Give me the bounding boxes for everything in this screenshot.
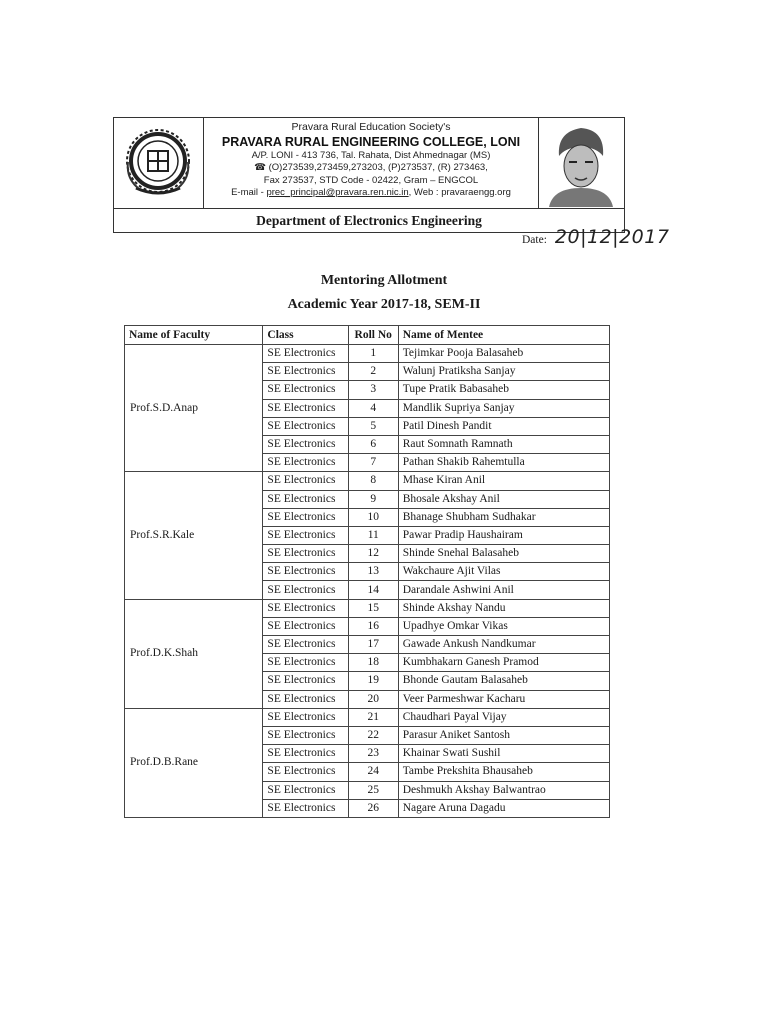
- class-cell: SE Electronics: [263, 490, 348, 508]
- class-cell: SE Electronics: [263, 435, 348, 453]
- roll-no-cell: 26: [348, 799, 398, 817]
- roll-no-cell: 6: [348, 435, 398, 453]
- document-title: Mentoring Allotment: [320, 273, 448, 288]
- mentee-name-cell: Tambe Prekshita Bhausaheb: [398, 763, 609, 781]
- mentee-name-cell: Pawar Pradip Haushairam: [398, 526, 609, 544]
- class-cell: SE Electronics: [263, 345, 348, 363]
- class-cell: SE Electronics: [263, 599, 348, 617]
- college-address: A/P. LONI - 413 736, Tal. Rahata, Dist Ahmednagar (MS): [251, 149, 491, 161]
- roll-no-cell: 23: [348, 745, 398, 763]
- class-cell: SE Electronics: [263, 381, 348, 399]
- roll-no-cell: 20: [348, 690, 398, 708]
- emblem-icon: [114, 118, 202, 207]
- college-fax: Fax 273537, STD Code - 02422, Gram – ENGCOL: [263, 174, 479, 186]
- class-cell: SE Electronics: [263, 763, 348, 781]
- mentee-name-cell: Tejimkar Pooja Balasaheb: [398, 345, 609, 363]
- document-subtitle: Academic Year 2017-18, SEM-II: [287, 297, 481, 312]
- class-cell: SE Electronics: [263, 563, 348, 581]
- class-cell: SE Electronics: [263, 745, 348, 763]
- class-cell: SE Electronics: [263, 508, 348, 526]
- class-cell: SE Electronics: [263, 581, 348, 599]
- date-label: Date:: [522, 234, 547, 246]
- college-contact: [204, 187, 538, 200]
- mentee-name-cell: Parasur Aniket Santosh: [398, 726, 609, 744]
- mentee-name-cell: Wakchaure Ajit Vilas: [398, 563, 609, 581]
- mentee-name-cell: Khainar Swati Sushil: [398, 745, 609, 763]
- table-row: [125, 708, 610, 726]
- email-link[interactable]: prec_principal@pravara.ren.nic.in: [266, 187, 409, 198]
- class-cell: SE Electronics: [263, 654, 348, 672]
- faculty-name-cell: Prof.D.B.Rane: [125, 708, 263, 817]
- mentee-name-cell: Bhosale Akshay Anil: [398, 490, 609, 508]
- faculty-name-cell: Prof.S.D.Anap: [125, 345, 263, 472]
- mentee-name-cell: Upadhye Omkar Vikas: [398, 617, 609, 635]
- roll-no-cell: 22: [348, 726, 398, 744]
- roll-no-cell: 2: [348, 363, 398, 381]
- mentee-name-cell: Bhanage Shubham Sudhakar: [398, 508, 609, 526]
- mentee-name-cell: Gawade Ankush Nandkumar: [398, 636, 609, 654]
- mentee-name-cell: Kumbhakarn Ganesh Pramod: [398, 654, 609, 672]
- letterhead-text: [204, 118, 538, 209]
- roll-no-cell: 10: [348, 508, 398, 526]
- class-cell: SE Electronics: [263, 690, 348, 708]
- letterhead-top: [114, 118, 624, 209]
- table-row: [125, 472, 610, 490]
- roll-no-cell: 19: [348, 672, 398, 690]
- roll-no-cell: 14: [348, 581, 398, 599]
- class-cell: SE Electronics: [263, 363, 348, 381]
- class-cell: SE Electronics: [263, 454, 348, 472]
- class-cell: SE Electronics: [263, 526, 348, 544]
- table-row: [125, 599, 610, 617]
- roll-no-cell: 24: [348, 763, 398, 781]
- roll-no-cell: 18: [348, 654, 398, 672]
- roll-no-cell: 25: [348, 781, 398, 799]
- roll-no-cell: 4: [348, 399, 398, 417]
- mentee-name-cell: Nagare Aruna Dagadu: [398, 799, 609, 817]
- header-roll-no: Roll No: [348, 326, 398, 345]
- date-row: [522, 226, 669, 256]
- mentee-name-cell: Patil Dinesh Pandit: [398, 417, 609, 435]
- class-cell: SE Electronics: [263, 672, 348, 690]
- faculty-name-cell: Prof.D.K.Shah: [125, 599, 263, 708]
- society-name: Pravara Rural Education Society's: [291, 121, 451, 133]
- portrait-image: [539, 118, 623, 207]
- letterhead: [113, 117, 625, 233]
- mentee-name-cell: Chaudhari Payal Vijay: [398, 708, 609, 726]
- header-faculty: Name of Faculty: [125, 326, 263, 345]
- department-name: Department of Electronics Engineering: [256, 213, 482, 228]
- founder-portrait: [538, 118, 624, 209]
- roll-no-cell: 21: [348, 708, 398, 726]
- roll-no-cell: 13: [348, 563, 398, 581]
- college-emblem-logo: [114, 118, 204, 209]
- mentee-name-cell: Deshmukh Akshay Balwantrao: [398, 781, 609, 799]
- roll-no-cell: 7: [348, 454, 398, 472]
- mentee-name-cell: Walunj Pratiksha Sanjay: [398, 363, 609, 381]
- date-value: 20|12|2017: [554, 226, 670, 248]
- roll-no-cell: 17: [348, 636, 398, 654]
- roll-no-cell: 9: [348, 490, 398, 508]
- mentee-name-cell: Bhonde Gautam Balasaheb: [398, 672, 609, 690]
- mentee-name-cell: Raut Somnath Ramnath: [398, 435, 609, 453]
- roll-no-cell: 1: [348, 345, 398, 363]
- table-body: [125, 345, 610, 818]
- class-cell: SE Electronics: [263, 636, 348, 654]
- class-cell: SE Electronics: [263, 781, 348, 799]
- class-cell: SE Electronics: [263, 617, 348, 635]
- faculty-name-cell: Prof.S.R.Kale: [125, 472, 263, 599]
- mentee-name-cell: Shinde Snehal Balasaheb: [398, 545, 609, 563]
- class-cell: SE Electronics: [263, 417, 348, 435]
- email-prefix: E-mail -: [231, 187, 267, 198]
- roll-no-cell: 5: [348, 417, 398, 435]
- class-cell: SE Electronics: [263, 399, 348, 417]
- roll-no-cell: 16: [348, 617, 398, 635]
- mentee-name-cell: Darandale Ashwini Anil: [398, 581, 609, 599]
- roll-no-cell: 12: [348, 545, 398, 563]
- college-name: PRAVARA RURAL ENGINEERING COLLEGE, LONI: [221, 134, 521, 149]
- class-cell: SE Electronics: [263, 708, 348, 726]
- class-cell: SE Electronics: [263, 726, 348, 744]
- class-cell: SE Electronics: [263, 472, 348, 490]
- header-mentee: Name of Mentee: [398, 326, 609, 345]
- roll-no-cell: 15: [348, 599, 398, 617]
- mentee-name-cell: Tupe Pratik Babasaheb: [398, 381, 609, 399]
- table-header-row: [125, 326, 610, 345]
- mentee-name-cell: Veer Parmeshwar Kacharu: [398, 690, 609, 708]
- roll-no-cell: 11: [348, 526, 398, 544]
- mentee-name-cell: Pathan Shakib Rahemtulla: [398, 454, 609, 472]
- web-address: , Web : pravaraengg.org: [408, 187, 511, 198]
- mentee-name-cell: Mandlik Supriya Sanjay: [398, 399, 609, 417]
- college-phone: ☎ (O)273539,273459,273203, (P)273537, (R) 273463,: [254, 162, 488, 173]
- table-row: [125, 345, 610, 363]
- header-class: Class: [263, 326, 348, 345]
- roll-no-cell: 8: [348, 472, 398, 490]
- roll-no-cell: 3: [348, 381, 398, 399]
- mentee-name-cell: Shinde Akshay Nandu: [398, 599, 609, 617]
- mentee-name-cell: Mhase Kiran Anil: [398, 472, 609, 490]
- class-cell: SE Electronics: [263, 545, 348, 563]
- mentoring-allotment-table: [124, 325, 610, 818]
- class-cell: SE Electronics: [263, 799, 348, 817]
